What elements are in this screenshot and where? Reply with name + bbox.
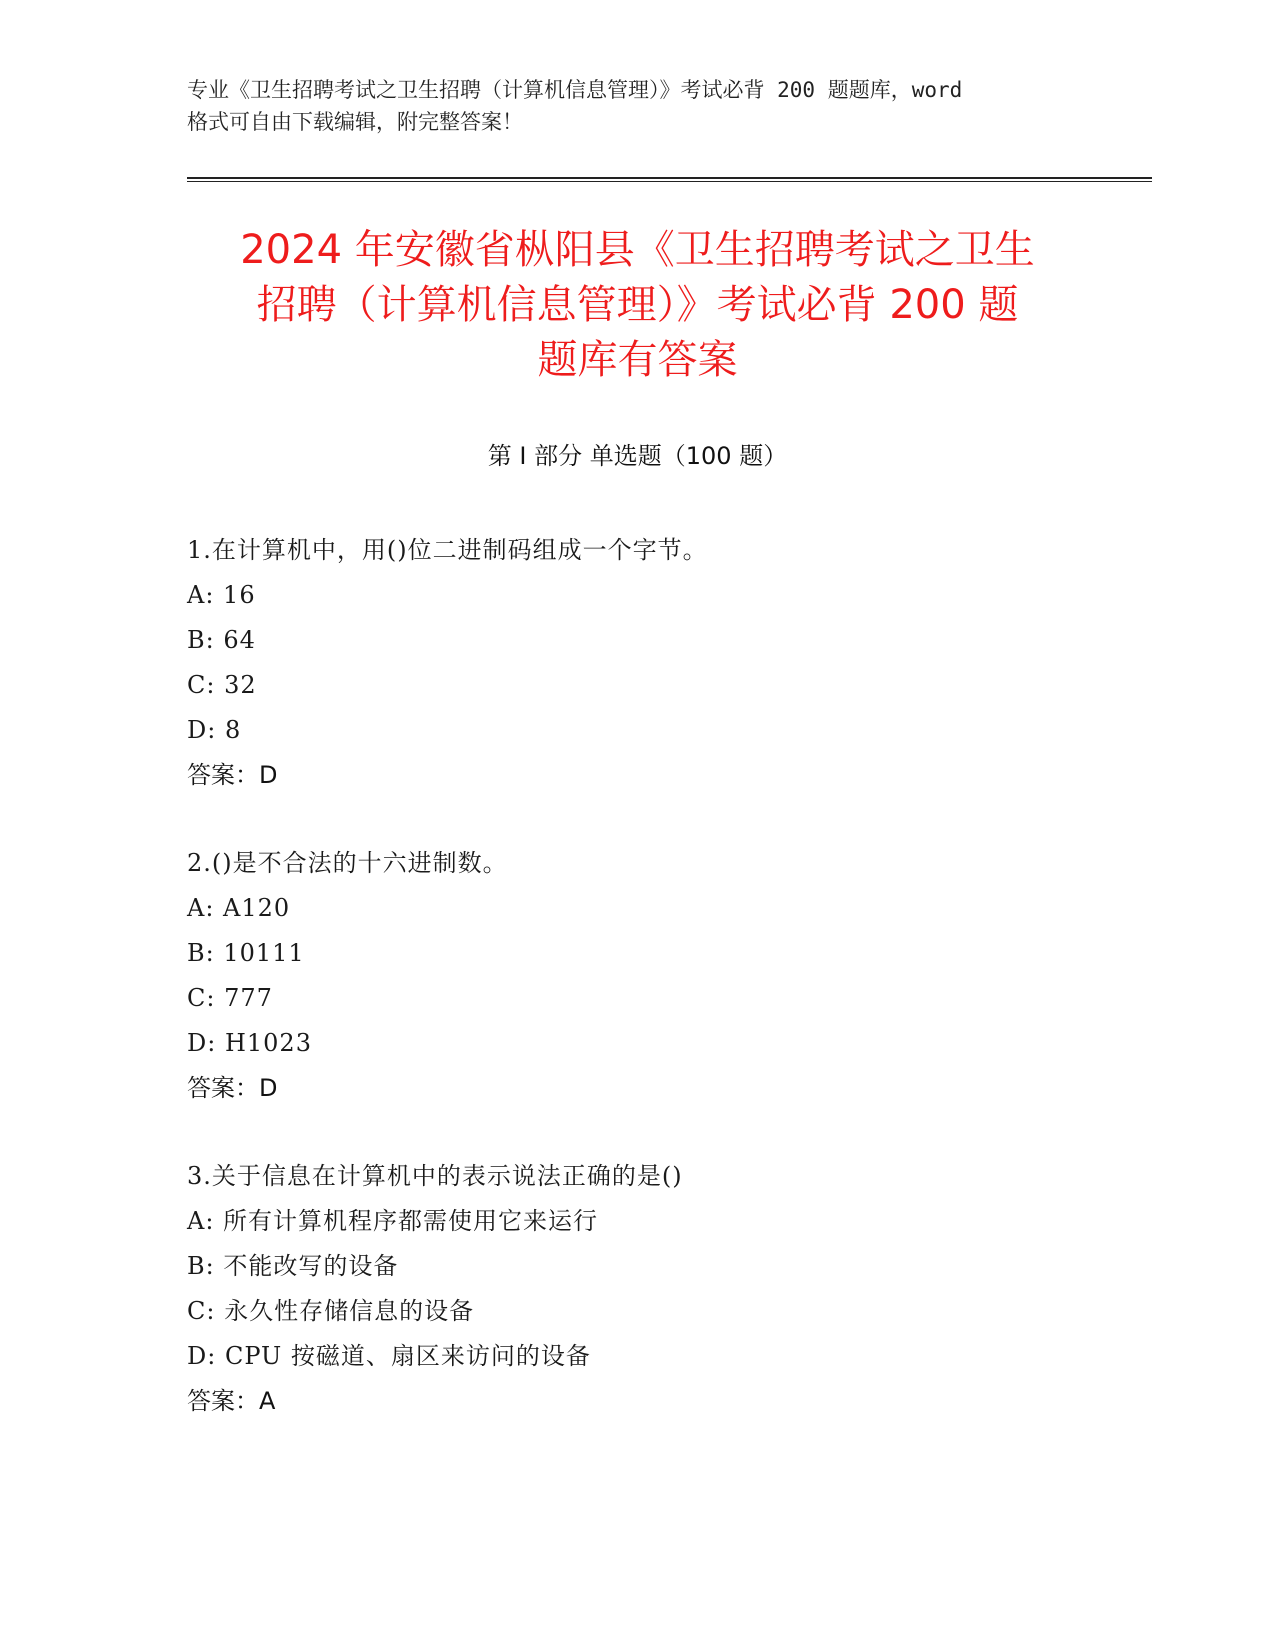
question-stem: 3.关于信息在计算机中的表示说法正确的是() xyxy=(187,1162,683,1190)
title-line-3: 题库有答案 xyxy=(537,337,738,383)
header-note-line-1: 专业《卫生招聘考试之卫生招聘（计算机信息管理）》考试必背 200 题题库，word xyxy=(187,78,963,102)
header-note xyxy=(187,74,1087,138)
question-3 xyxy=(187,1154,1137,1424)
option-c: C: 32 xyxy=(187,671,257,699)
option-a: A: 所有计算机程序都需使用它来运行 xyxy=(187,1207,599,1235)
option-d: D: CPU 按磁道、扇区来访问的设备 xyxy=(187,1342,591,1370)
option-c: C: 永久性存储信息的设备 xyxy=(187,1297,475,1325)
option-c: C: 777 xyxy=(187,984,273,1012)
option-a: A: 16 xyxy=(187,581,256,609)
question-2 xyxy=(187,841,1137,1111)
document-title xyxy=(160,223,1115,388)
section-heading: 第 I 部分 单选题（100 题） xyxy=(487,442,788,470)
header-note-line-2: 格式可自由下载编辑，附完整答案！ xyxy=(187,110,523,134)
option-d: D: H1023 xyxy=(187,1029,312,1057)
question-1 xyxy=(187,528,1137,798)
question-stem: 1.在计算机中，用()位二进制码组成一个字节。 xyxy=(187,536,708,564)
question-stem: 2.()是不合法的十六进制数。 xyxy=(187,849,508,877)
answer: 答案：D xyxy=(187,1074,278,1102)
option-a: A: A120 xyxy=(187,894,291,922)
option-b: B: 不能改写的设备 xyxy=(187,1252,399,1280)
option-d: D: 8 xyxy=(187,716,242,744)
option-b: B: 10111 xyxy=(187,939,305,967)
question-list xyxy=(187,528,1137,1467)
title-line-2: 招聘（计算机信息管理）》考试必背 200 题 xyxy=(256,282,1019,328)
title-line-1: 2024 年安徽省枞阳县《卫生招聘考试之卫生 xyxy=(240,227,1035,273)
answer: 答案：D xyxy=(187,761,278,789)
answer: 答案：A xyxy=(187,1387,276,1415)
option-b: B: 64 xyxy=(187,626,256,654)
header-divider xyxy=(187,177,1152,182)
